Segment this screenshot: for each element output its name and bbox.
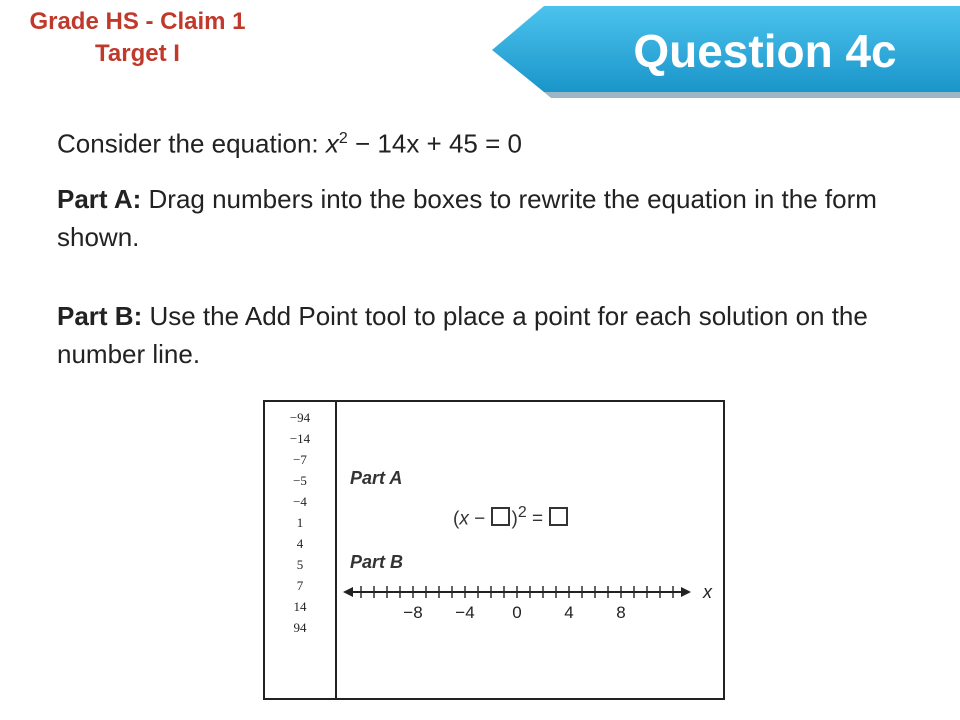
- tray-number[interactable]: 14: [293, 599, 307, 614]
- tray-number[interactable]: −5: [293, 473, 307, 488]
- number-line-label: 0: [512, 603, 522, 622]
- number-line-label: 4: [564, 603, 574, 622]
- formula-open-paren: (: [453, 508, 460, 530]
- part-a-text: Drag numbers into the boxes to rewrite the equation in the form shown.: [57, 184, 877, 252]
- formula-template: [453, 504, 569, 530]
- widget-part-b-label: Part B: [350, 552, 404, 572]
- tray-number[interactable]: −7: [293, 452, 307, 467]
- equation-var: x: [325, 128, 339, 159]
- number-line[interactable]: [339, 574, 719, 636]
- number-tray: [265, 402, 337, 698]
- item-widget: [263, 400, 725, 700]
- drop-box-2[interactable]: [549, 507, 568, 526]
- tray-number[interactable]: −14: [289, 431, 311, 446]
- equation-exponent: 2: [338, 130, 348, 147]
- claim-heading: [0, 6, 275, 70]
- number-line-label: −4: [455, 603, 475, 622]
- formula-equals: =: [526, 508, 549, 530]
- equation-intro: Consider the equation:: [57, 128, 326, 159]
- number-line-variable: x: [703, 582, 712, 602]
- tray-number[interactable]: 5: [296, 557, 304, 572]
- number-line-label: 8: [616, 603, 626, 622]
- part-b-text: Use the Add Point tool to place a point for each solution on the number line.: [57, 301, 868, 369]
- tray-number[interactable]: 94: [293, 620, 307, 635]
- number-line-label: −8: [403, 603, 423, 622]
- left-arrow-icon: [343, 587, 353, 597]
- formula-exponent: 2: [517, 504, 527, 521]
- tray-number[interactable]: −94: [289, 410, 311, 425]
- equation-rest: − 14x + 45 = 0: [347, 128, 522, 159]
- right-arrow-icon: [681, 587, 691, 597]
- tray-number[interactable]: 7: [296, 578, 304, 593]
- part-b-instructions: [57, 297, 917, 373]
- formula-var: x: [459, 508, 469, 530]
- tray-number[interactable]: −4: [293, 494, 307, 509]
- claim-line-1: Grade HS - Claim 1: [29, 8, 246, 35]
- formula-close-paren: ): [511, 508, 518, 530]
- question-title: Question 4c: [633, 25, 897, 77]
- tray-number[interactable]: 4: [296, 536, 304, 551]
- claim-line-2: Target I: [95, 40, 180, 67]
- tray-number[interactable]: 1: [296, 515, 304, 530]
- equation-statement: [57, 120, 917, 163]
- part-a-label: Part A:: [57, 184, 142, 214]
- widget-part-a-label: Part A: [350, 468, 403, 488]
- part-b-label: Part B:: [57, 301, 143, 331]
- formula-minus: −: [468, 508, 491, 530]
- drop-box-1[interactable]: [491, 507, 510, 526]
- part-a-instructions: [57, 180, 917, 256]
